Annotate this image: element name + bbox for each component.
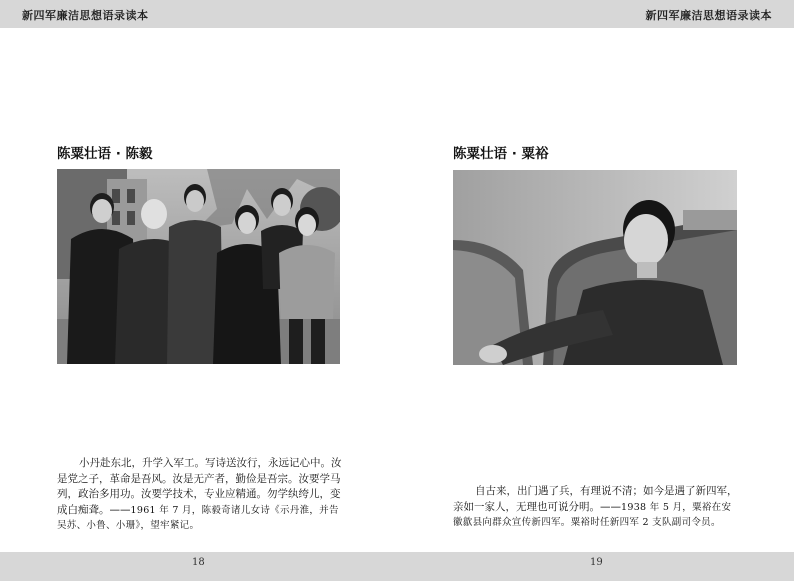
left-page [0,28,397,552]
page-number-left: 18 [192,557,205,568]
portrait-photo [453,170,737,365]
left-page-title: 陈粟壮语 · 陈毅 [57,146,153,162]
running-footer [0,552,794,581]
right-page-caption [453,484,739,531]
right-page-title: 陈粟壮语 · 粟裕 [453,146,549,162]
left-caption-note: 1961 年 7 月，陈毅奇诸儿女诗《示丹淮，并告吴苏、小鲁、小珊》，望牢紧记。 [57,504,339,531]
running-header [0,0,794,28]
right-caption-note: 1938 年 5 月，粟裕在安徽歙县向群众宣传新四军。粟裕时任新四军 2 支队副司令员。 [453,501,732,528]
header-title-right: 新四军廉洁思想语录读本 [645,9,772,22]
left-page-caption [57,456,342,534]
right-caption-quote: 自古来，出门遇了兵，有理说不清；如今是遇了新四军，亲如一家人，无理也可说分明。—— [453,485,738,513]
page-number-right: 19 [590,557,603,568]
header-title-left: 新四军廉洁思想语录读本 [22,9,149,22]
group-photo [57,169,340,364]
left-caption-quote: 小丹赴东北，升学入军工。写诗送汝行，永远记心中。汝是党之子，革命是吾风。汝是无产者，勤俭是吾宗。汝要学马列，政治多用功。汝要学技术，专业应精通。勿学纨绔儿，变成白痴聋。—— [57,457,342,516]
right-page [397,28,794,552]
